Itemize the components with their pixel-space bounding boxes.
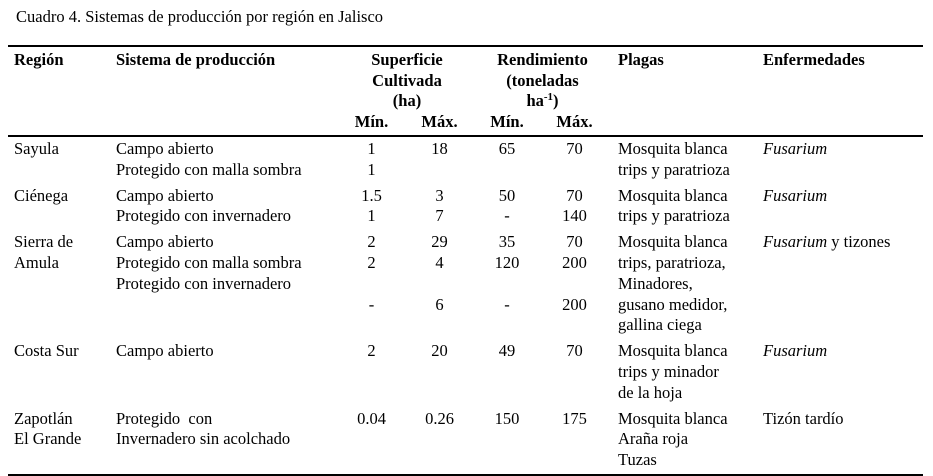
- superscript-minus-one: -1: [543, 91, 554, 104]
- header-sistema: Sistema de producción: [101, 46, 339, 136]
- header-rendimiento-line1: Rendimiento: [497, 49, 588, 69]
- cell-rend_max: 70 140: [562, 185, 587, 226]
- cell-rend_min: 50 -: [498, 185, 516, 226]
- cell-sup_max: 20: [431, 341, 448, 361]
- header-superficie: [339, 46, 475, 136]
- header-superficie-line2: Cultivada: [372, 70, 442, 90]
- table-row: [8, 230, 923, 339]
- cell-sistema: Protegido con Invernadero sin acolchado: [116, 408, 291, 449]
- cell-enfermedades: Fusarium: [763, 138, 828, 158]
- cell-sup_min: 0.04: [357, 408, 386, 428]
- table-row: [8, 136, 923, 184]
- cell-sup_min: 2 2 -: [367, 232, 376, 314]
- cell-rend_max: 70: [566, 341, 583, 361]
- cell-sup_min: 1 1: [367, 138, 376, 179]
- header-plagas: Plagas: [610, 46, 755, 136]
- header-superficie-minmax: [339, 112, 475, 133]
- cell-sup_max: 18: [431, 138, 448, 158]
- table-row: [8, 184, 923, 231]
- cell-rend_max: 175: [562, 408, 587, 428]
- header-rendimiento-line3: $ha^{-1}$): [526, 91, 559, 111]
- cell-enfermedades: Tizón tardío: [763, 408, 844, 428]
- header-enfermedades: Enfermedades: [755, 46, 923, 136]
- cell-sup_min: 2: [367, 341, 376, 361]
- table-row: [8, 407, 923, 475]
- cell-sistema: Campo abierto Protegido con malla sombra: [116, 138, 302, 179]
- header-superficie-line3: (ha): [392, 91, 422, 111]
- production-systems-table: [8, 45, 923, 476]
- cell-sup_max: 29 4 6: [431, 232, 448, 314]
- cell-region: Sayula: [14, 138, 59, 158]
- table-caption: Cuadro 4. Sistemas de producción por región en Jalisco: [16, 7, 384, 26]
- cell-rend_max: 70 200 200: [562, 232, 587, 314]
- header-superficie-min: Mín.: [354, 112, 389, 132]
- header-rendimiento-min: Mín.: [490, 112, 524, 132]
- header-rendimiento-max: Máx.: [556, 112, 593, 132]
- cell-plagas: Mosquita blanca trips y minador de la hoja: [618, 341, 728, 402]
- cell-region: Zapotlán El Grande: [14, 408, 82, 449]
- cell-enfermedades: Fusarium y tizones: [763, 232, 891, 252]
- cell-rend_min: 65: [498, 138, 516, 158]
- cell-rend_min: 49: [498, 341, 516, 361]
- cell-plagas: Mosquita blanca trips, paratrioza, Minadores, gusano medidor, gallina ciega: [618, 232, 728, 335]
- cell-plagas: Mosquita blanca trips y paratrioza: [618, 138, 730, 179]
- cell-sup_max: 3 7: [435, 185, 444, 226]
- table-header: [8, 46, 923, 136]
- header-superficie-line1: Superficie: [371, 49, 443, 69]
- cell-enfermedades: Fusarium: [763, 185, 828, 205]
- cell-plagas: Mosquita blanca Araña roja Tuzas: [618, 408, 728, 470]
- cell-rend_min: 150: [494, 408, 520, 428]
- cell-region: Ciénega: [14, 185, 69, 205]
- header-rendimiento-minmax: [475, 112, 610, 133]
- cell-sistema: Campo abierto Protegido con malla sombra Protegido con invernadero: [116, 232, 302, 293]
- cell-region: Sierra de Amula: [14, 232, 74, 272]
- cell-enfermedades: Fusarium: [763, 341, 828, 361]
- cell-sup_max: 0.26: [425, 408, 454, 428]
- cell-rend_min: 35 120 -: [494, 232, 520, 314]
- cell-sistema: Campo abierto Protegido con invernadero: [116, 185, 292, 226]
- cell-sup_min: 1.5 1: [361, 185, 382, 226]
- header-rendimiento: [475, 46, 610, 136]
- table-body: [8, 136, 923, 475]
- cell-region: Costa Sur: [14, 341, 79, 361]
- header-region: Región: [8, 46, 101, 136]
- cell-sistema: Campo abierto: [116, 341, 214, 361]
- table-row: [8, 339, 923, 406]
- cell-plagas: Mosquita blanca trips y paratrioza: [618, 185, 730, 226]
- header-superficie-max: Máx.: [421, 112, 458, 132]
- header-rendimiento-line2: (toneladas: [506, 70, 579, 90]
- cell-rend_max: 70: [566, 138, 583, 158]
